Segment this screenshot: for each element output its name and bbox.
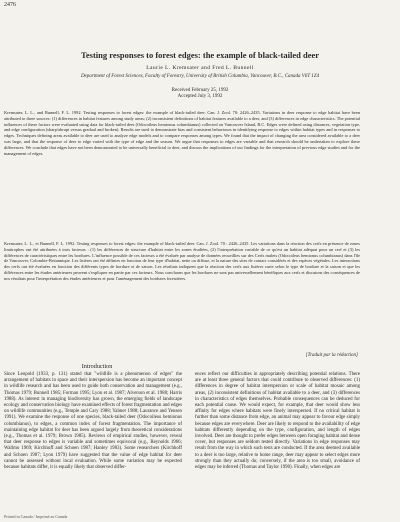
article-authors: Laurie L. Kremsater and Fred L. Bunnell	[146, 65, 254, 71]
body-column-left: Since Leopold (1933, p. 131) stated that "wildlife is a phenomenon of edges" the arrangement of habitats in space and their interspersion has become an important concept in wildlife research and has been used to guide both conservation and management (e.g., Thomas 1979; Bunnell 1985; Forman 1995; Lyon et al. 1987; Alverson et al. 1988; Harris 1988). As interest in managing biodiversity has grown, the emerging fields of landscape ecology and conservation biology have examined effects of forest fragmentation and edges on wildlife communities (e.g., Temple and Cary 1988; Yahner 1988; Laurance and Yensen 1991). We examine the response of one species, black-tailed deer (Odocoileus hemionus columbianus), to edges, a common index of forest fragmentation. The importance of maintaining edge habitat for deer has been argued largely from theoretical considerations (e.g., Thomas et al. 1979; Brown 1985). Reviews of empirical studies, however, reveal that deer response to edges is variable and sometimes equivocal (e.g., Reynolds 1966; Wallmo 1969; Kirchhoff and Schoen 1987; Hanley 1983). Some researchers (Kirchhoff and Schoen 1987; Lyon 1979) have suggested that the value of edge habitat for deer cannot be assessed without local evaluation. While some variation may be expected because habitats differ, it is equally likely that observed differ-	[4, 372, 182, 471]
abstract-english-citation: Kremsater, L. L., and Bunnell, F. L. 1992. Testing responses to forest edges: the example of black-tailed deer. Can. J. Zool. 70: 2426–2435.	[4, 110, 261, 115]
abstract-french-citation: Kremsater, L. L., et Bunnell, F. L. 1992. Testing responses to forest edges: the example of black-tailed deer. Can. J. Zool. 70 : 2426–2435.	[4, 241, 250, 246]
translation-note: [Traduit par la rédaction]	[305, 353, 358, 358]
body-column-right: ences reflect our difficulties in appropriately describing potential relations. There are at least three general factors that could contribute to observed differences: (1) differences in degree of habitat interspersion or scale of habitat mosaic among areas, (2) inconsistent definitions of habitat available to a deer, and (3) differences in characteristics of edges themselves. Probable consequences can be deduced for each potential cause. We would expect, for example, that deer would show less affinity for edges where habitats were finely interspersed. If no critical habitat is further than some distance from edge, an animal may appear to favour edge simply because edges are everywhere. Deer are likely to respond to the availability of edge habitats differently depending on the type, configuration, and length of edges involved. Deer are thought to prefer edges between open foraging habitat and dense cover, but responses are seldom tested directly. Variations in edge responses may result from the way in which such tests are conducted. If the area deemed available to a deer is too large, relative to home range, deer may appear to select edges more strongly than they actually do; conversely, if the area is too small, avoidance of edges may be inferred (Thomas and Taylor 1990). Finally, when edges are	[195, 372, 360, 471]
page-number: 2476	[4, 2, 16, 8]
page-footer: Printed in Canada / Imprimé au Canada	[4, 514, 68, 519]
article-dates	[0, 88, 400, 100]
abstract-french	[4, 241, 360, 282]
article-title: Testing responses to forest edges: the example of black-tailed deer	[80, 50, 320, 60]
author-affiliation: Department of Forest Sciences, Faculty of Forestry, University of British Columbia, Vancouver, B.C., Canada V6T 1Z4	[80, 74, 320, 79]
received-date: Received February 25, 1992	[171, 88, 229, 93]
abstract-french-text: Les variations dans la réaction des cerfs en présence de zones limitrophes ont été attribuées à trois facteurs : (1) les différences de structure d'habitat entre les zones étudiées, (2) l'interprétation variable de ce qu'est un habitat adéquat pour un cerf et (3) les différences de caractéristiques entre les bordures. L'influence possible de ces facteurs a été évaluée par analyse de données recueillies sur des Cerfs mulets (Odocoileus hemionus columbianus) dans l'île de Vancouver, Colombie-Britannique. Les lisières ont été définies en fonction de leur type d'habitat, nette ou diffuse, et la nature des sites de contact considérés et des espèces végétales. Les interactions des cerfs ont été évaluées en fonction des différents types de bordure et de saison. Les résultats indiquent que la réaction des cerfs aux lisières varie selon le type de bordure et la saison et que les différences entre les études antérieures peuvent s'expliquer en partie par ces facteurs. Nous concluons que les bordures ne sont pas universellement bénéfiques aux cerfs et discutons des conséquences de nos résultats pour l'interprétation des études antérieures et pour l'aménagement des bordures forestières.	[4, 241, 360, 281]
section-heading-introduction: Introduction	[81, 363, 113, 370]
accepted-date: Accepted July 3, 1992	[177, 94, 223, 100]
abstract-english-text: Variations in deer response to edge habitat have been attributed to three sources: (1) differences in habitat features among study areas; (2) inconsistent definitions of habitat features available to a deer, and (3) differences in edge characteristics. The potential influences of these factors were evaluated using data for black-tailed deer (Odocoileus hemionus columbianus) collected on Vancouver Island, B.C. Edges were defined using distances, vegetation type, and edge configuration (sharp/abrupt versus gradual and broken). Results are used to demonstrate bias and consistent behaviours in identifying response to edges within habitat types and in responses to edges. Techniques defining areas available to deer are used to analyze edge models and to compare responses among types. We found that the impact of changing the area considered available to a deer was large, and that the response of deer to edge varied with the type of edge and the season. We argue that responses to edges are variable and that research should be undertaken to explore these differences. We conclude that edges have not been demonstrated to be universally beneficial to deer, and discuss the implications of our findings for the interpretation of previous edge studies and for the management of edges.	[4, 110, 360, 156]
abstract-english	[4, 110, 360, 156]
